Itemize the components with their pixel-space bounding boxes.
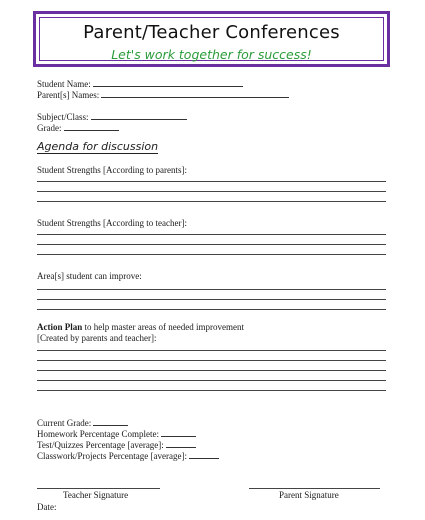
action-plan-line[interactable] (37, 390, 386, 391)
strengths-parents-line[interactable] (37, 201, 386, 202)
classwork-blank[interactable] (189, 449, 219, 459)
strengths-teacher-line[interactable] (37, 244, 386, 245)
improve-line[interactable] (37, 289, 386, 290)
action-plan-line[interactable] (37, 380, 386, 381)
improve-label: Area[s] student can improve: (37, 271, 142, 281)
strengths-teacher-line[interactable] (37, 254, 386, 255)
strengths-parents-line[interactable] (37, 181, 386, 182)
improve-line[interactable] (37, 309, 386, 310)
strengths-parents-line[interactable] (37, 191, 386, 192)
action-plan-line[interactable] (37, 350, 386, 351)
grade-blank[interactable] (64, 121, 119, 131)
parent-names-field[interactable] (37, 88, 289, 101)
teacher-signature-line[interactable] (37, 488, 160, 489)
homework-blank[interactable] (161, 427, 196, 437)
date-label: Date: (37, 502, 57, 512)
parent-names-label: Parent[s] Names: (37, 90, 100, 100)
action-plan-bold: Action Plan (37, 322, 83, 332)
action-plan-rest: to help master areas of needed improvement (82, 322, 244, 332)
subject-class-blank[interactable] (91, 110, 187, 120)
action-plan-line[interactable] (37, 370, 386, 371)
action-plan-label (37, 322, 244, 333)
classwork-field[interactable] (37, 449, 219, 462)
subject-class-label: Subject/Class: (37, 112, 89, 122)
student-name-blank[interactable] (93, 77, 243, 87)
agenda-heading: Agenda for discussion (37, 140, 159, 153)
action-plan-line[interactable] (37, 360, 386, 361)
tests-blank[interactable] (166, 438, 196, 448)
document-subtitle: Let's work together for success! (111, 47, 312, 62)
strengths-parents-label: Student Strengths [According to parents]: (37, 165, 187, 175)
parent-signature-label: Parent Signature (279, 490, 339, 500)
current-grade-blank[interactable] (93, 416, 128, 426)
action-plan-sublabel: [Created by parents and teacher]: (37, 333, 157, 343)
current-grade-label: Current Grade: (37, 418, 92, 428)
improve-line[interactable] (37, 299, 386, 300)
student-name-label: Student Name: (37, 79, 91, 89)
homework-label: Homework Percentage Complete: (37, 429, 159, 439)
teacher-signature-label: Teacher Signature (63, 490, 129, 500)
header-banner (33, 11, 390, 67)
parent-signature-line[interactable] (249, 488, 380, 489)
strengths-teacher-label: Student Strengths [According to teacher]: (37, 218, 187, 228)
document-title: Parent/Teacher Conferences (83, 22, 340, 43)
tests-label: Test/Quizzes Percentage [average]: (37, 440, 164, 450)
parent-names-blank[interactable] (101, 88, 289, 98)
strengths-teacher-line[interactable] (37, 234, 386, 235)
grade-field[interactable] (37, 121, 119, 134)
classwork-label: Classwork/Projects Percentage [average]: (37, 451, 187, 461)
grade-label: Grade: (37, 123, 62, 133)
